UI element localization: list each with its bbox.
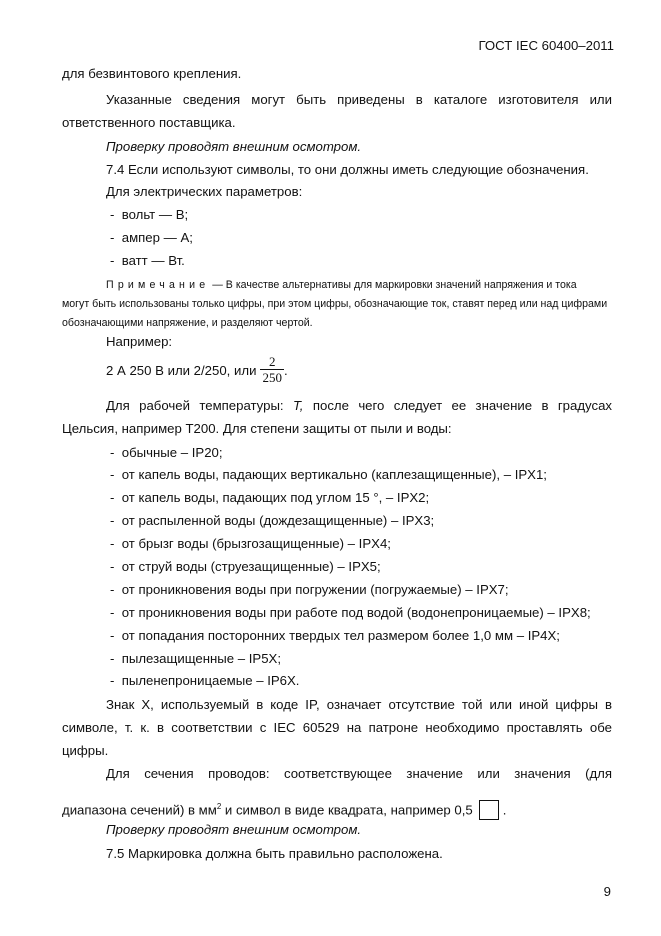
list-item <box>110 230 193 246</box>
list-item <box>110 445 223 461</box>
list-item <box>110 582 509 598</box>
list-dash: - <box>110 536 115 551</box>
list-dash: - <box>110 605 115 620</box>
fraction-denominator: 250 <box>262 370 282 385</box>
example-line: 2 А 250 В или 2/250, или $\frac{2}{250}$ . <box>106 354 288 385</box>
text-span: и символ в виде квадрата, например 0,5 <box>221 802 473 818</box>
text-line <box>62 799 506 820</box>
text-span: после чего следует ее значение в градусах <box>303 398 612 413</box>
list-dash: - <box>110 253 115 268</box>
document-header: ГОСТ IEC 60400–2011 <box>478 38 614 53</box>
text-line <box>106 398 612 414</box>
list-dash: - <box>110 628 115 643</box>
text-line: символе, т. к. в соответствии с IEC 60529 на патроне необходимо проставлять обе <box>62 720 612 735</box>
list-item-text: от капель воды, падающих вертикально (каплезащищенные), – IPX1; <box>121 467 547 482</box>
text-line: Знак X, используемый в коде IP, означает отсутствие той или иной цифры в <box>106 697 612 712</box>
list-item-text: от попадания посторонних твердых тел размером более 1,0 мм – IP4X; <box>121 628 560 643</box>
check-note: Проверку проводят внешним осмотром. <box>106 139 362 154</box>
list-dash: - <box>110 490 115 505</box>
text-line: Указанные сведения могут быть приведены в каталоге изготовителя или <box>106 92 612 107</box>
list-item <box>110 536 391 552</box>
list-item <box>110 628 560 644</box>
list-item <box>110 253 185 269</box>
section-7-5: 7.5 Маркировка должна быть правильно расположена. <box>106 846 443 861</box>
fraction-numerator: 2 <box>260 354 284 370</box>
example-text: 2 А 250 В или 2/250, или <box>106 362 257 378</box>
list-dash: - <box>110 207 115 222</box>
superscript: 2 <box>216 802 222 811</box>
list-item-text: пыленепроницаемые – IP6X. <box>121 673 300 688</box>
list-item <box>110 559 381 575</box>
note-line: обозначающими напряжение, и разделяют чертой. <box>62 317 313 329</box>
text-span: . <box>502 802 507 818</box>
list-dash: - <box>110 467 115 482</box>
note-text: — В качестве альтернативы для маркировки значений напряжения и тока <box>209 279 577 291</box>
section-7-4: 7.4 Если используют символы, то они должны иметь следующие обозначения. <box>106 162 589 177</box>
list-item-text: от распыленной воды (дождезащищенные) – IPX3; <box>121 513 435 528</box>
list-item <box>110 207 188 223</box>
list-item <box>110 605 591 621</box>
list-item-text: от проникновения воды при погружении (погружаемые) – IPX7; <box>121 582 509 597</box>
note-label: Примечание <box>106 279 210 291</box>
note-line: могут быть использованы только цифры, при этом цифры, обозначающие ток, ставят перед или над цифрами <box>62 298 608 310</box>
list-item-text: ампер — А; <box>121 230 193 245</box>
list-item-text: ватт — Вт. <box>121 253 185 268</box>
list-item <box>110 673 299 689</box>
list-dash: - <box>110 673 115 688</box>
text-line: цифры. <box>62 743 109 758</box>
list-item <box>110 651 281 667</box>
fraction <box>260 354 284 385</box>
list-dash: - <box>110 445 115 460</box>
list-item <box>110 490 429 506</box>
list-item <box>110 467 547 483</box>
text-span: T, <box>292 398 304 413</box>
text-span: диапазона сечений) в мм <box>62 802 217 818</box>
list-item-text: обычные – IP20; <box>121 445 223 460</box>
text-line: ответственного поставщика. <box>62 115 236 130</box>
list-item-text: от проникновения воды при работе под водой (водонепроницаемые) – IPX8; <box>121 605 591 620</box>
text-line: для безвинтового крепления. <box>62 66 242 81</box>
list-dash: - <box>110 582 115 597</box>
note-line <box>106 277 577 293</box>
list-dash: - <box>110 513 115 528</box>
page-number: 9 <box>603 884 611 899</box>
list-dash: - <box>110 230 115 245</box>
list-item-text: от брызг воды (брызгозащищенные) – IPX4; <box>121 536 391 551</box>
text-line: Для электрических параметров: <box>106 184 303 199</box>
square-symbol <box>479 800 499 820</box>
text-line: Например: <box>106 334 173 349</box>
check-note: Проверку проводят внешним осмотром. <box>106 822 362 837</box>
list-dash: - <box>110 559 115 574</box>
list-dash: - <box>110 651 115 666</box>
list-item-text: вольт — В; <box>121 207 189 222</box>
list-item <box>110 513 434 529</box>
text-line: Цельсия, например Т200. Для степени защиты от пыли и воды: <box>62 421 452 436</box>
list-item-text: от струй воды (струезащищенные) – IPX5; <box>121 559 381 574</box>
list-item-text: пылезащищенные – IP5X; <box>121 651 282 666</box>
list-item-text: от капель воды, падающих под углом 15 °, – IPX2; <box>121 490 430 505</box>
text-span: Для рабочей температуры: <box>106 398 293 413</box>
text-line: Для сечения проводов: соответствующее значение или значения (для <box>106 766 612 781</box>
